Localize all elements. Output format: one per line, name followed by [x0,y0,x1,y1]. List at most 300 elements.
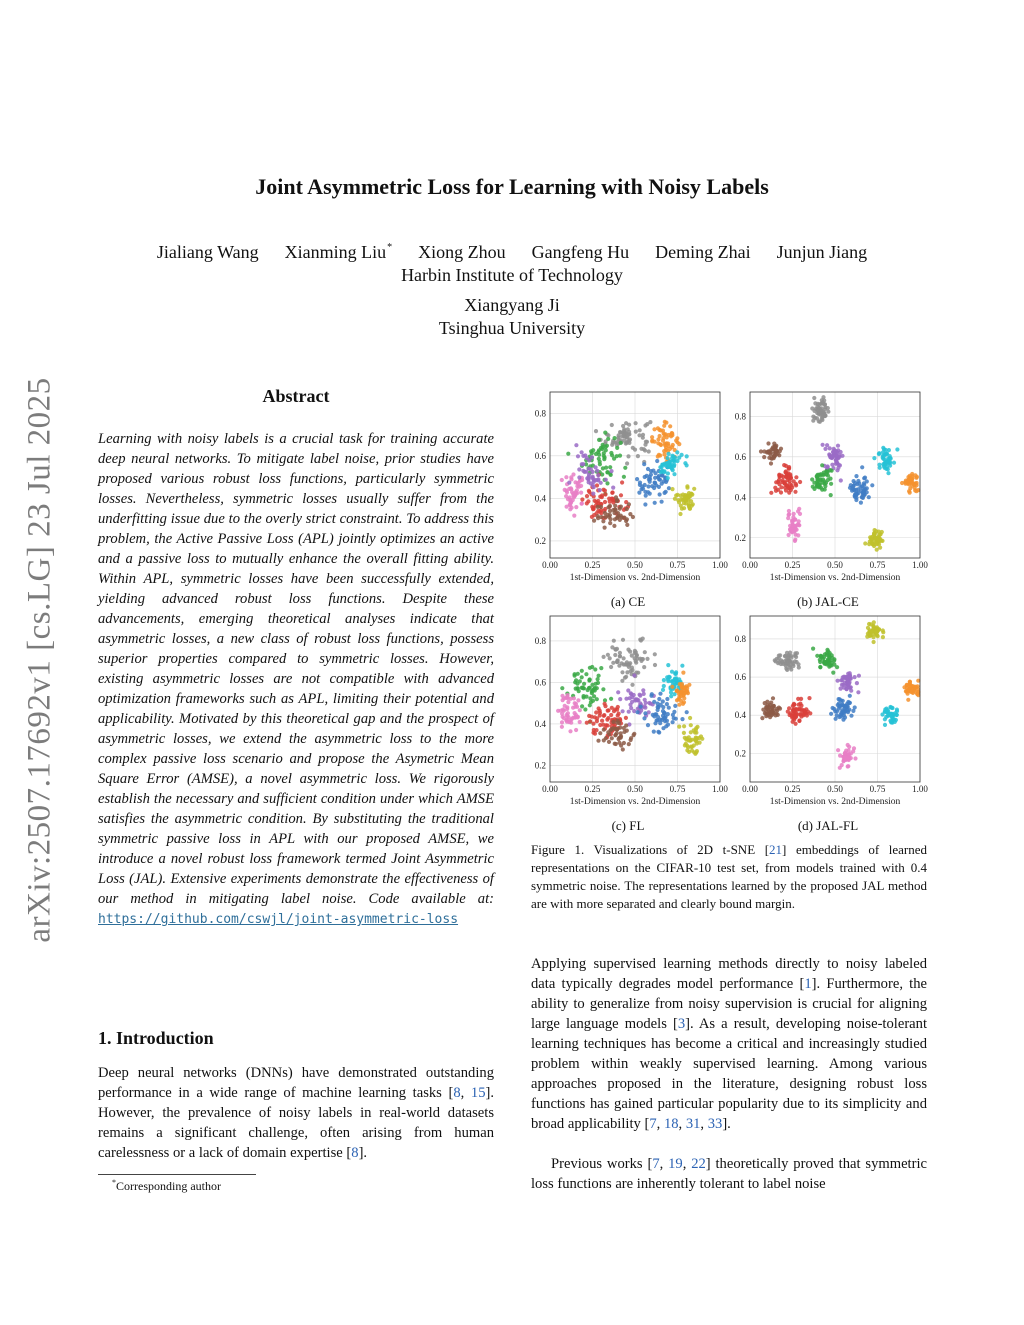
data-point [617,741,621,745]
paper-title: Joint Asymmetric Loss for Learning with Noisy Labels [255,174,769,199]
data-point [596,505,600,509]
data-point [761,708,765,712]
data-point [653,663,657,667]
data-point [598,709,602,713]
data-point [686,496,690,500]
data-point [633,649,637,653]
data-point [862,483,866,487]
data-point [812,396,816,400]
data-point [858,485,862,489]
x-tick-label: 1.00 [912,560,928,570]
data-point [690,738,694,742]
data-point [627,710,631,714]
data-point [634,430,638,434]
data-point [792,716,796,720]
subfigure-caption-a: (a) CE [610,594,646,609]
x-tick-label: 0.50 [827,784,843,794]
x-axis-label: 1st-Dimension vs. 2nd-Dimension [569,797,701,807]
data-point [774,711,778,715]
data-point [640,484,644,488]
data-point [560,686,564,690]
data-point [783,470,787,474]
data-point [905,683,909,687]
data-point [878,539,882,543]
data-point [684,737,688,741]
data-point [656,437,660,441]
data-point [642,716,646,720]
data-point [622,656,626,660]
cluster-red [786,696,813,726]
data-point [610,706,614,710]
citation-link[interactable]: 22 [691,1156,706,1172]
data-point [660,482,664,486]
data-point [639,705,643,709]
data-point [613,733,617,737]
data-point [660,463,664,467]
data-point [606,513,610,517]
data-point [794,482,798,486]
citation-link[interactable]: 19 [668,1156,683,1172]
data-point [794,722,798,726]
data-point [591,722,595,726]
data-point [849,689,853,693]
data-point [680,684,684,688]
data-point [818,420,822,424]
data-point [664,490,668,494]
citation-link[interactable]: 7 [652,1156,660,1172]
data-point [680,717,684,721]
data-point [625,523,629,527]
data-point [582,694,586,698]
data-point [612,524,616,528]
data-point [567,487,571,491]
data-point [650,439,654,443]
data-point [664,446,668,450]
data-point [581,686,585,690]
data-point [815,654,819,658]
data-point [836,748,840,752]
x-tick-label: 0.75 [869,560,886,570]
cluster-pink [556,693,582,733]
data-point [629,736,633,740]
data-point [572,514,576,518]
data-point [836,679,840,683]
data-point [568,507,572,511]
data-point [657,697,661,701]
data-point [652,700,656,704]
citation-link[interactable]: 21 [769,842,783,857]
data-point [590,505,594,509]
data-point [578,679,582,683]
data-point [609,713,613,717]
data-point [594,682,598,686]
data-point [673,497,677,501]
data-point [872,640,876,644]
data-point [618,454,622,458]
data-point [624,716,628,720]
data-point [678,512,682,516]
data-point [564,696,568,700]
data-point [574,491,578,495]
data-point [599,666,603,670]
data-point [831,671,835,675]
data-point [602,655,606,659]
data-point [610,423,614,427]
data-point [638,693,642,697]
plot-ce [520,388,728,588]
data-point [689,745,693,749]
data-point [596,739,600,743]
data-point [660,500,664,504]
data-point [867,495,871,499]
data-point [626,662,630,666]
data-point [565,718,569,722]
data-point [791,530,795,534]
data-point [666,476,670,480]
data-point [671,443,675,447]
data-point [588,703,592,707]
cluster-olive [865,620,885,644]
data-point [566,711,570,715]
data-point [815,483,819,487]
data-point [626,454,630,458]
data-point [822,655,826,659]
data-point [870,483,874,487]
data-point [852,479,856,483]
data-point [642,692,646,696]
intro-paragraph-2: Applying supervised learning methods directly to noisy labeled data typically degrades model performance [1]. Furthermore, the ability to generalize from noisy supervision is crucial for aligning large language models [3]. As a result, developing noise-tolerant learning techniques has become a critical and increasingly studied problem within weakly supervised learning. Among various approaches proposed in the literature, designing robust loss functions has gained particular popularity due to its simplicity and broad applicability [7, 18, 31, 33]. [531,956,928,1132]
data-point [600,495,604,499]
footnote-rule [98,1174,256,1175]
data-point [760,716,764,720]
data-point [913,689,917,693]
data-point [854,488,858,492]
data-point [644,440,648,444]
data-point [603,704,607,708]
data-point [601,723,605,727]
data-point [610,736,614,740]
data-point [771,696,775,700]
corresponding-author-mark: * [387,242,393,253]
author-6: Junjun Jiang [776,242,868,262]
data-point [618,697,622,701]
data-point [863,476,867,480]
data-point [623,466,627,470]
data-point [670,685,674,689]
data-point [838,766,842,770]
data-point [580,450,584,454]
data-point [658,492,662,496]
data-point [563,488,567,492]
data-point [883,452,887,456]
data-point [592,519,596,523]
data-point [653,481,657,485]
data-point [605,470,609,474]
data-point [854,496,858,500]
data-point [618,654,622,658]
data-point [645,657,649,661]
data-point [639,447,643,451]
data-point [816,473,820,477]
data-point [622,475,626,479]
data-point [598,731,602,735]
data-point [695,749,699,753]
x-tick-label: 0.25 [784,784,801,794]
data-point [586,688,590,692]
data-point [662,469,666,473]
citation-link[interactable]: 18 [663,1116,679,1132]
data-point [602,728,606,732]
data-point [685,689,689,693]
data-point [646,723,650,727]
citation-link[interactable]: 7 [649,1116,657,1132]
x-tick-label: 0.00 [742,784,758,794]
data-point [825,469,829,473]
author-2: Xianming Liu * [284,242,393,262]
data-point [601,687,605,691]
data-point [772,704,776,708]
data-point [853,756,857,760]
data-point [695,725,699,729]
data-point [609,697,613,701]
data-point [573,672,577,676]
data-point [825,648,829,652]
data-point [658,453,662,457]
data-point [810,477,814,481]
citation-link[interactable]: 3 [677,1016,686,1032]
cluster-orange [900,472,920,495]
data-point [649,694,653,698]
data-point [787,486,791,490]
data-point [895,447,899,451]
data-point [609,665,613,669]
citation-link[interactable]: 33 [707,1116,723,1132]
y-tick-label: 0.2 [534,535,546,546]
data-point [788,524,792,528]
data-point [769,710,773,714]
y-tick-label: 0.8 [734,633,746,644]
cluster-gray [602,637,658,687]
data-point [667,706,671,710]
data-point [680,664,684,668]
data-point [608,656,612,660]
data-point [682,494,686,498]
data-point [579,484,583,488]
data-point [873,629,877,633]
data-point [621,638,625,642]
data-point [583,707,587,711]
data-point [576,715,580,719]
introduction-heading: 1. Introduction [98,1028,214,1048]
data-point [793,518,797,522]
data-point [877,533,881,537]
data-point [677,725,681,729]
data-point [691,502,695,506]
data-point [617,712,621,716]
cluster-gray [773,651,801,673]
data-point [844,755,848,759]
data-point [665,675,669,679]
data-point [759,449,763,453]
y-tick-label: 0.6 [534,677,546,688]
data-point [826,474,830,478]
data-point [849,756,853,760]
data-point [596,473,600,477]
x-tick-label: 0.00 [742,560,758,570]
data-point [666,723,670,727]
data-point [841,699,845,703]
data-point [810,406,814,410]
data-point [581,462,585,466]
data-point [582,682,586,686]
data-point [605,481,609,485]
citation-link[interactable]: 15 [470,1085,486,1101]
data-point [566,700,570,704]
author-list [0,242,1024,263]
data-point [565,707,569,711]
data-point [603,526,607,530]
data-point [789,711,793,715]
data-point [591,492,595,496]
data-point [900,481,904,485]
data-point [595,716,599,720]
data-point [634,421,638,425]
x-tick-label: 0.50 [627,560,643,570]
data-point [666,663,670,667]
data-point [697,736,701,740]
data-point [798,480,802,484]
x-tick-label: 1.00 [712,784,728,794]
data-point [677,703,681,707]
data-point [658,478,662,482]
data-point [672,472,676,476]
data-point [574,728,578,732]
data-point [792,703,796,707]
data-point [641,688,645,692]
subfigure-caption-c: (c) FL [611,818,645,833]
data-point [796,662,800,666]
y-tick-label: 0.2 [734,748,746,759]
x-axis-label: 1st-Dimension vs. 2nd-Dimension [769,573,901,583]
data-point [672,716,676,720]
data-point [886,471,890,475]
data-point [611,486,615,490]
cluster-cyan [872,446,899,476]
x-tick-label: 0.50 [627,784,643,794]
data-point [638,428,642,432]
data-point [618,726,622,730]
data-point [580,704,584,708]
data-point [658,692,662,696]
y-tick-label: 0.8 [734,411,746,422]
data-point [615,446,619,450]
data-point [581,469,585,473]
data-point [628,703,632,707]
cluster-brown [759,441,783,465]
abstract-text: Learning with noisy labels is a crucial task for training accurate deep neural networks. To mitigate label noise, prior studies have proposed various robust loss functions, particularly symmetric losses. Nevertheless, symmetric losses usually suffer from the underfitting issue due to the overly strict constraint. To address this problem, the Active Passive Loss (APL) jointly optimizes an active and a passive loss to mutually enhance the overall fitting ability. Within APL, symmetric losses have been successfully extended, yielding advanced robust loss functions. Despite these advancements, emerging theoretical analyses indicate that asymmetric losses, a new class of robust loss functions, possess superior properties compared to symmetric losses. However, existing asymmetric losses are not compatible with advanced optimization frameworks such as APL, limiting their potential and applicability. Motivated by this theoretical gap and the prospect of asymmetric losses, we extend the asymmetric loss to the more complex passive loss scenario and propose the Asymetric Mean Square Error (AMSE), a novel asymmetric loss. We rigorously establish the necessary and sufficient condition under which AMSE satisfies the asymmetric condition. By substituting the traditional symmetric passive loss in APL with our proposed AMSE, we introduce a novel robust loss framework termed Joint Asymmetric Loss (JAL). Extensive experiments demonstrate the effectiveness of our method in mitigating label noise. Code available at: [98,431,494,907]
data-point [908,491,912,495]
data-point [786,516,790,520]
affiliation-1: Harbin Institute of Technology [401,265,623,285]
data-point [839,478,843,482]
data-point [794,475,798,479]
data-point [839,687,843,691]
data-point [619,505,623,509]
citation-link[interactable]: 8 [351,1145,359,1161]
data-point [865,479,869,483]
data-point [568,498,572,502]
data-point [624,431,628,435]
data-point [830,469,834,473]
data-point [656,718,660,722]
data-point [667,486,671,490]
data-point [642,665,646,669]
data-point [672,459,676,463]
footnote: *Corresponding author [112,1178,221,1193]
data-point [578,720,582,724]
data-point [766,441,770,445]
y-tick-label: 0.4 [534,493,546,504]
data-point [860,465,864,469]
x-tick-label: 0.00 [542,784,558,794]
citation-link[interactable]: 31 [685,1116,701,1132]
data-point [808,711,812,715]
data-point [604,736,608,740]
data-point [682,731,686,735]
data-point [855,681,859,685]
data-point [774,489,778,493]
y-tick-label: 0.4 [534,718,546,729]
data-point [621,709,625,713]
data-point [617,433,621,437]
cluster-green [810,463,834,497]
data-point [670,487,674,491]
code-link[interactable]: https://github.com/cswjl/joint-asymmetric-loss [98,912,459,927]
data-point [832,707,836,711]
data-point [612,639,616,643]
data-point [823,413,827,417]
data-point [577,467,581,471]
data-point [887,448,891,452]
data-point [630,654,634,658]
data-point [606,653,610,657]
data-point [602,454,606,458]
data-point [644,701,648,705]
data-point [698,741,702,745]
data-point [895,708,899,712]
data-point [620,480,624,484]
data-point [817,410,821,414]
plot-fl [520,612,728,812]
author-4: Gangfeng Hu [531,242,630,262]
data-point [826,410,830,414]
data-point [594,728,598,732]
data-point [687,750,691,754]
data-point [650,484,654,488]
data-point [688,716,692,720]
data-point [565,505,569,509]
citation-link[interactable]: 8 [453,1085,461,1101]
data-point [662,424,666,428]
cluster-orange [902,679,920,702]
data-point [603,431,607,435]
data-point [570,717,574,721]
data-point [646,484,650,488]
citation-link[interactable]: 1 [804,976,812,992]
data-point [837,715,841,719]
data-point [640,657,644,661]
cluster-gray [810,395,830,424]
